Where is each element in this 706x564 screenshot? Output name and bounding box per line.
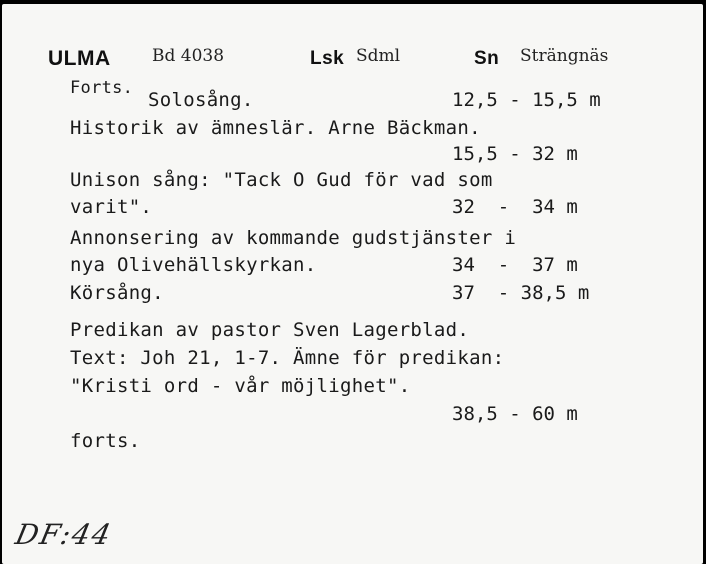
- time-range-annonsering: 34 - 37 m: [452, 254, 578, 276]
- sn-label: Sn: [474, 48, 500, 69]
- ulma-label: ULMA: [48, 47, 111, 70]
- bd-number: Bd 4038: [152, 46, 225, 66]
- text-line-predikan: Predikan av pastor Sven Lagerblad.: [70, 319, 470, 341]
- time-range-predikan: 38,5 - 60 m: [452, 403, 578, 425]
- text-line-historik: Historik av ämneslär. Arne Bäckman.: [70, 117, 481, 139]
- text-line-korsang: Körsång.: [70, 282, 164, 304]
- handwritten-signature: DF:44: [12, 518, 116, 551]
- text-line-olivehall: nya Olivehällskyrkan.: [70, 254, 317, 276]
- lsk-label: Lsk: [310, 48, 345, 69]
- time-range-unison: 32 - 34 m: [452, 196, 578, 218]
- time-range-korsang: 37 - 38,5 m: [452, 282, 590, 304]
- time-range-historik: 15,5 - 32 m: [452, 143, 578, 165]
- sn-value: Strängnäs: [520, 46, 609, 66]
- text-line-forts: Forts.: [70, 78, 134, 98]
- text-line-text: Text: Joh 21, 1-7. Ämne för predikan:: [70, 347, 505, 369]
- text-line-solosang: Solosång.: [148, 89, 254, 111]
- text-line-forts-end: forts.: [70, 430, 141, 452]
- text-line-kristi: "Kristi ord - vår möjlighet".: [70, 375, 411, 397]
- time-range-solosang: 12,5 - 15,5 m: [452, 89, 601, 111]
- lsk-value: Sdml: [356, 46, 401, 66]
- text-line-annonsering: Annonsering av kommande gudstjänster i: [70, 227, 517, 249]
- text-line-unison: Unison sång: "Tack O Gud för vad som: [70, 169, 493, 191]
- text-line-varit: varit".: [70, 196, 153, 218]
